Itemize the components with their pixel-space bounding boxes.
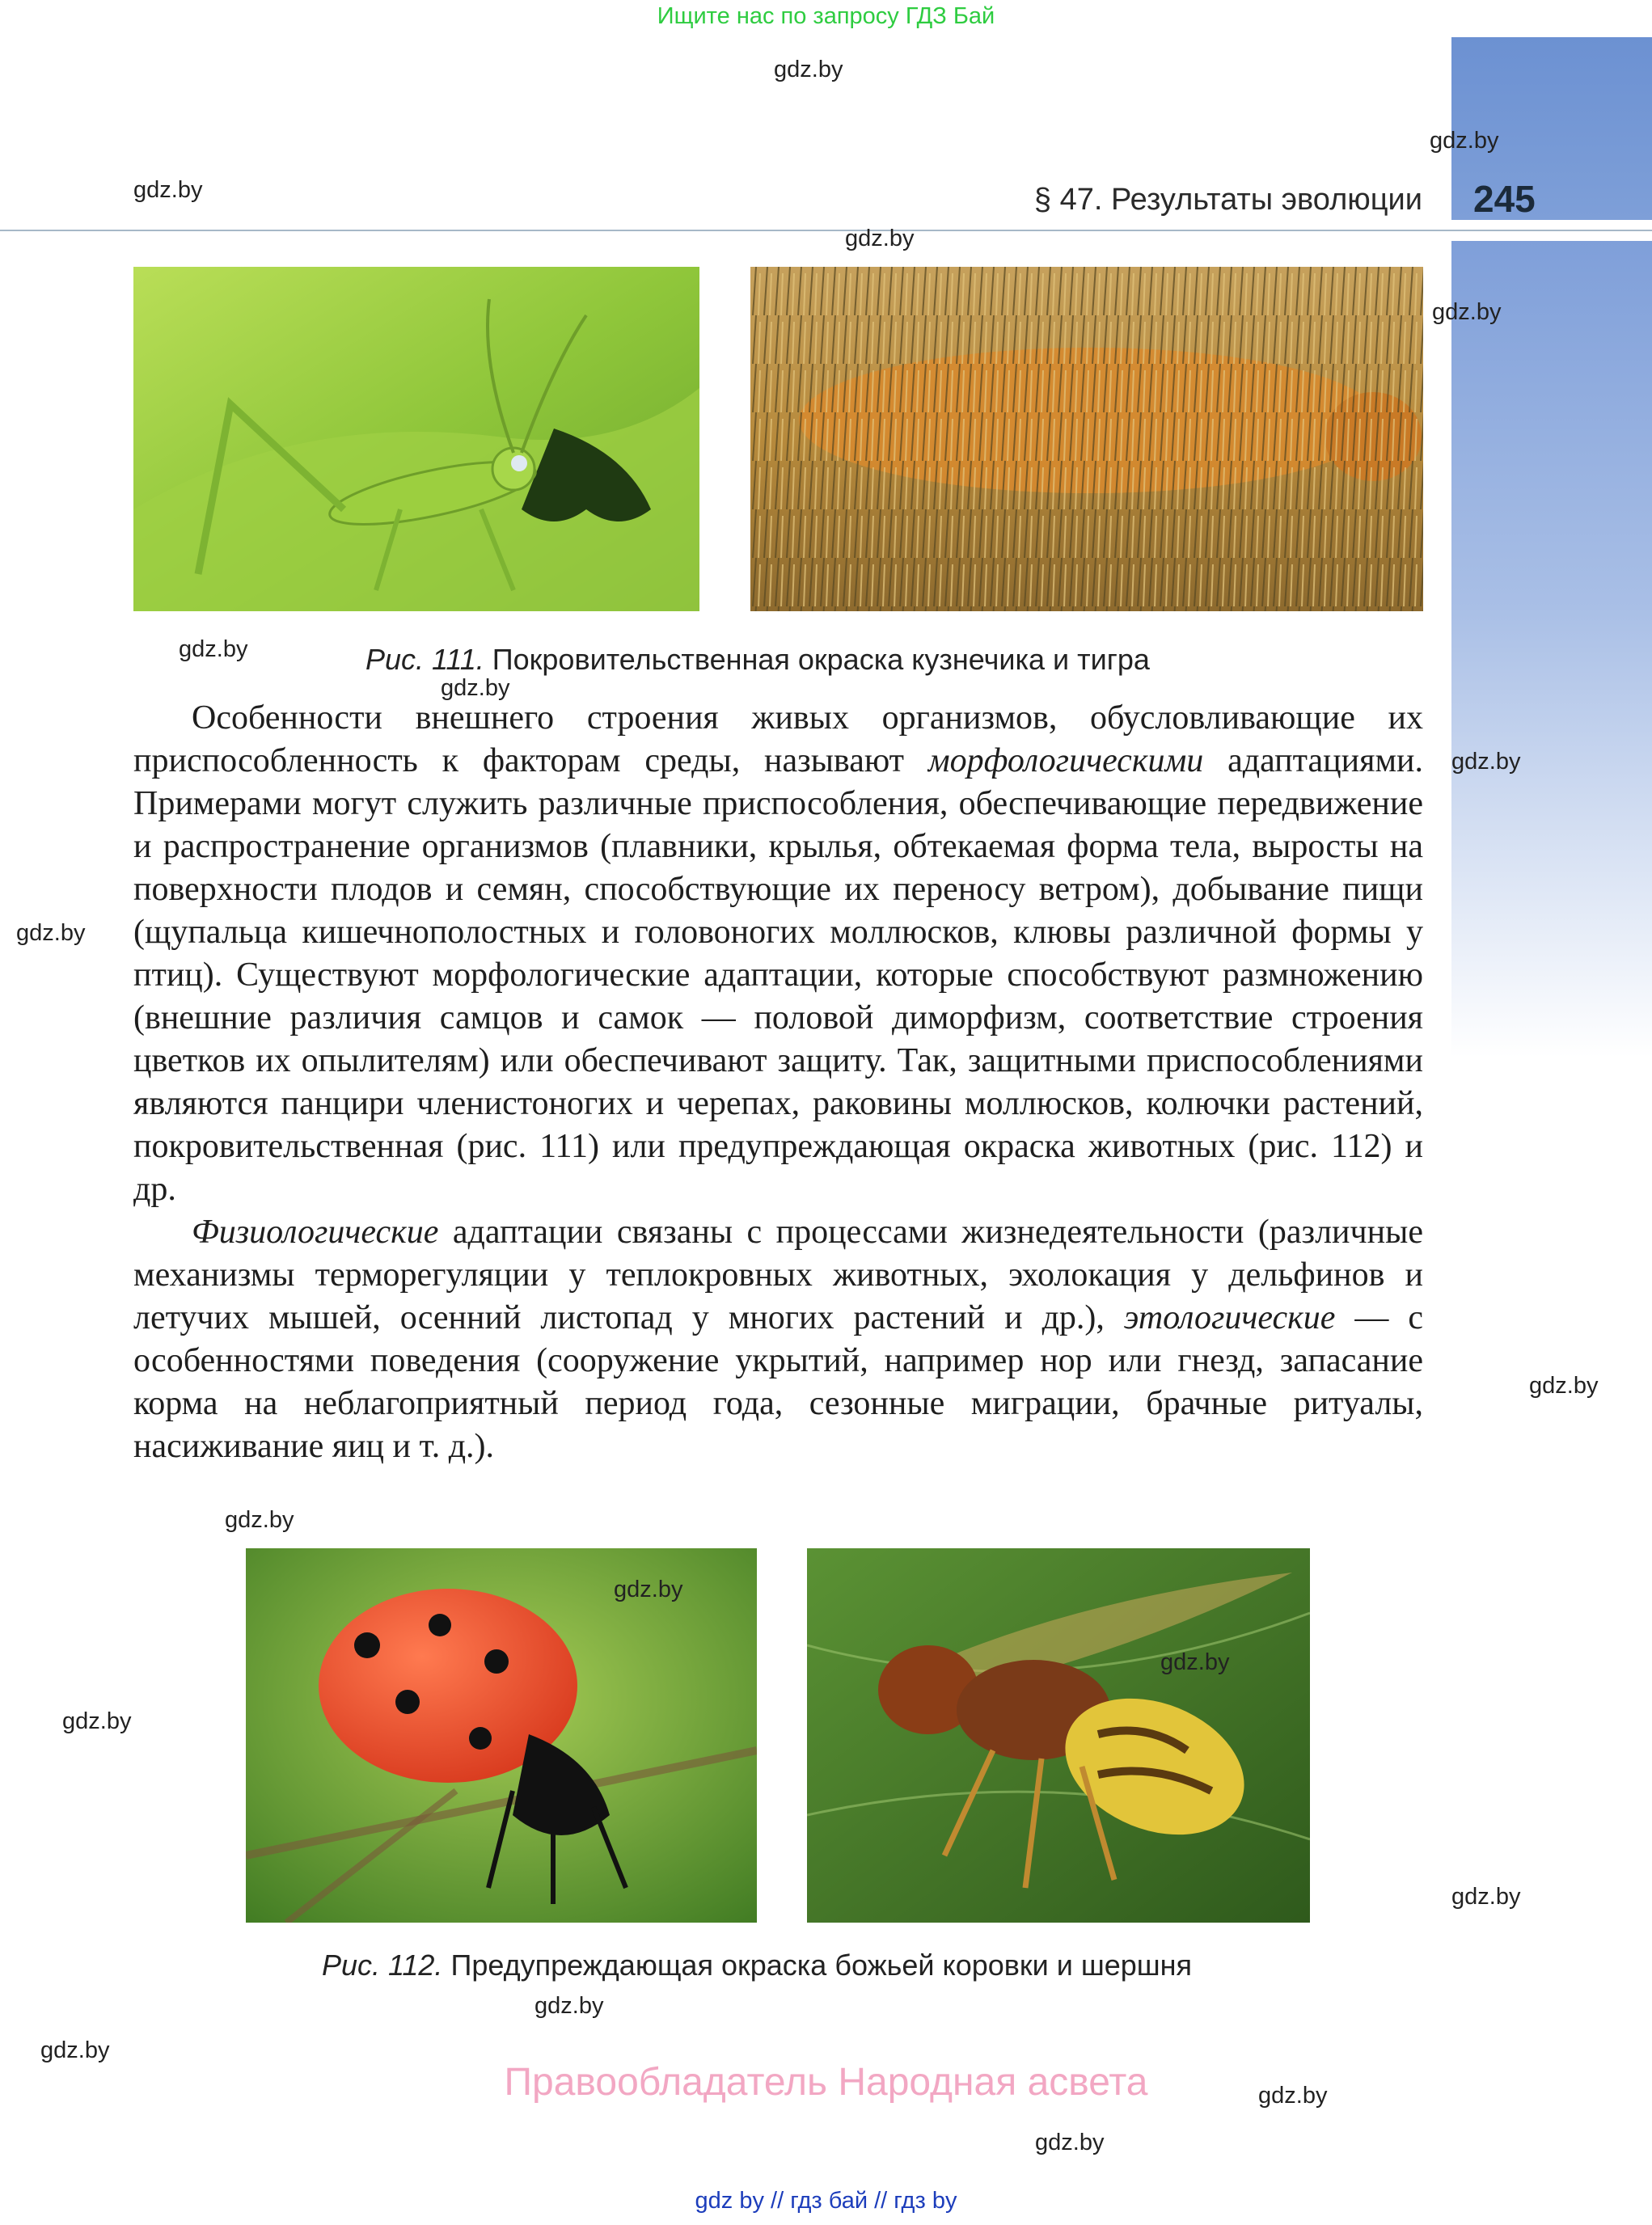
figure-111-text: Покровительственная окраска кузнечика и тигра [484,643,1150,676]
paragraph2-part1: адаптации связаны с процессами жизнедеятельности (различные механизмы терморегуляции у теплокровных животных, эхолокация у дельфинов и летучих мышей, осенний листопад у многих растений и др.), [133,1214,1423,1336]
term-physiological: Физиологические [192,1214,439,1251]
watermark: gdz.by [62,1708,132,1734]
top-banner: Ищите нас по запросу ГДЗ Бай [657,3,995,29]
copyright-notice: Правообладатель Народная асвета [504,2061,1148,2104]
figure-112-text: Предупреждающая окраска божьей коровки и шершня [442,1948,1193,1982]
term-ethological: этологические [1123,1299,1336,1336]
page-number: 245 [1473,178,1536,220]
watermark: gdz.by [1451,749,1521,775]
body-text [133,697,1423,1468]
margin-strip [1451,241,1652,1058]
figure-111-caption [365,643,1150,677]
paragraph1-part1: Особенности внешнего строения живых организмов, обусловливающие их приспособленность к факторам среды, называют [133,699,1423,779]
watermark: gdz.by [1430,128,1499,154]
header-rule [0,230,1652,231]
watermark: gdz.by [845,226,915,251]
bottom-links[interactable]: gdz by // гдз бай // гдз by [695,2188,957,2214]
figure-112-caption [322,1948,1192,1982]
paragraph-morphological [133,697,1423,1211]
watermark: gdz.by [1258,2083,1328,2109]
section-title: § 47. Результаты эволюции [1033,183,1422,217]
watermark: gdz.by [441,675,510,701]
watermark: gdz.by [1035,2130,1105,2155]
ladybug-photo [246,1548,757,1923]
watermark: gdz.by [40,2037,110,2063]
watermark: gdz.by [16,920,86,946]
figure-111-label: Рис. 111. [365,643,484,676]
watermark: gdz.by [1451,1884,1521,1910]
paragraph2-part2: — с особенностями поведения (сооружение укрытий, например нор или гнезд, запасание корма на неблагоприятный период года, сезонные миграции, брачные ритуалы, насиживание яиц и т. д.). [133,1299,1423,1465]
watermark: gdz.by [614,1577,683,1602]
grasshopper-photo [133,267,699,611]
paragraph-physiological [133,1211,1423,1468]
hornet-photo [807,1548,1310,1923]
watermark: gdz.by [179,636,248,662]
paragraph1-part2: адаптациями. Примерами могут служить различные приспособления, обеспечивающие передвижение и распространение организмов (плавники, крылья, обтекаемая форма тела, выросты на поверхности плодов и семян, способствующие их переносу ветром), добывание пищи (щупальца кишечнополостных и головоногих моллюсков, клювы различной формы у птиц). Существуют морфологические адаптации, которые способствуют размножению (внешние различия самцов и самок — половой диморфизм, соответствие строения цветков их опылителям) или обеспечивают защиту. Так, защитными приспособлениями являются панцири членистоногих и черепах, раковины моллюсков, колючки растений, покровительственная (рис. 111) или предупреждающая окраска животных (рис. 112) и др. [133,742,1423,1208]
tiger-photo [750,267,1423,611]
watermark: gdz.by [1160,1649,1230,1675]
watermark: gdz.by [1432,299,1502,325]
watermark: gdz.by [133,177,203,203]
figure-112-label: Рис. 112. [322,1948,443,1982]
watermark: gdz.by [225,1507,294,1533]
watermark: gdz.by [1529,1373,1599,1399]
term-morphological: морфологическими [927,742,1204,779]
watermark: gdz.by [774,57,843,82]
watermark: gdz.by [534,1993,604,2019]
